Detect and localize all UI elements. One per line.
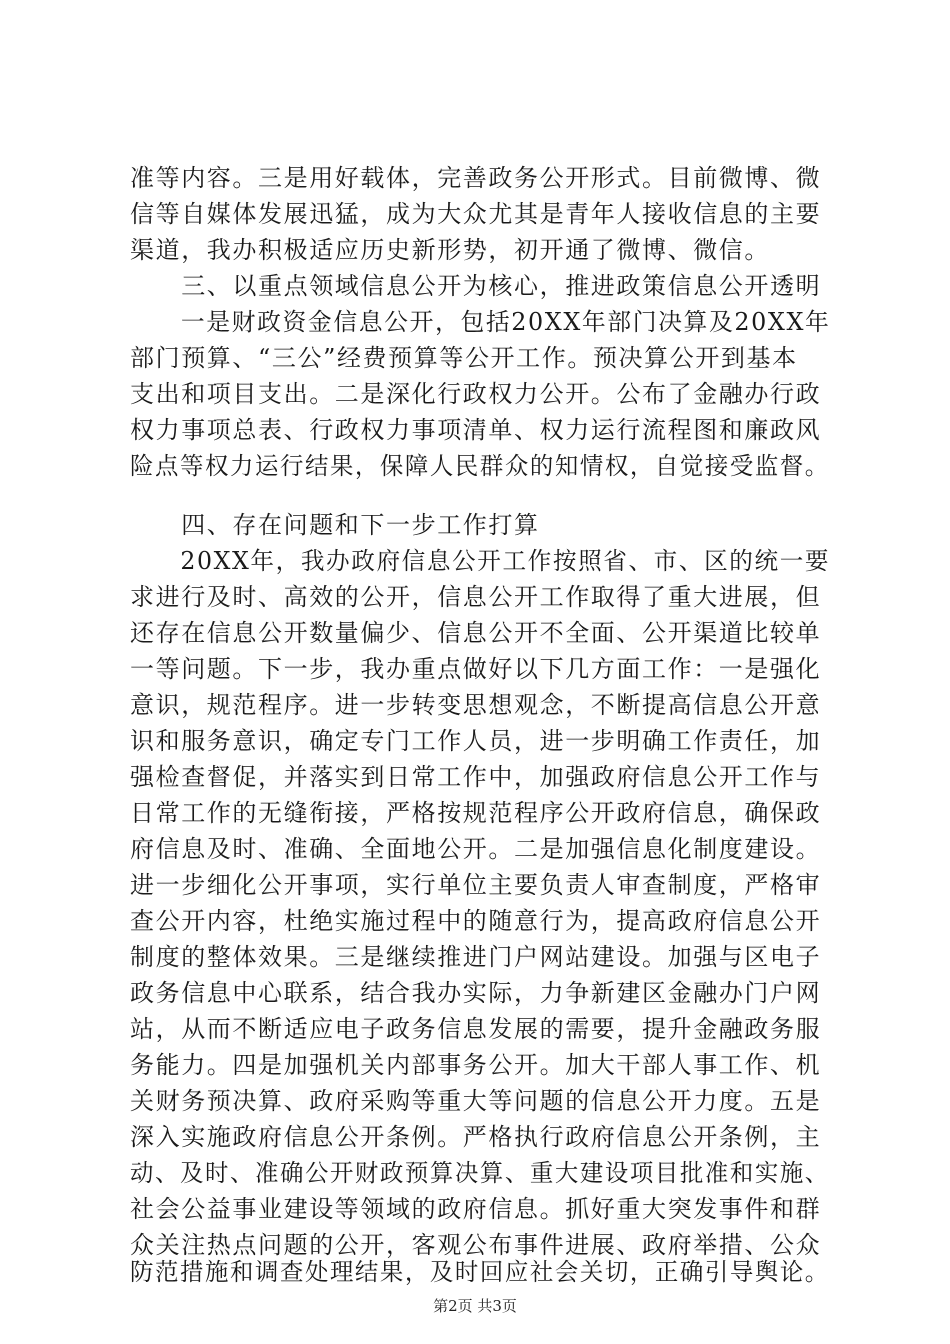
- text-line: 求进行及时、高效的公开，信息公开工作取得了重大进展，但: [130, 583, 822, 611]
- text-line: 政务信息中心联系，结合我办实际，力争新建区金融办门户网: [130, 979, 822, 1007]
- text-line: 务能力。四是加强机关内部事务公开。加大干部人事工作、机: [130, 1051, 822, 1079]
- text-line: 识和服务意识，确定专门工作人员，进一步明确工作责任，加: [130, 727, 822, 755]
- text-line: 还存在信息公开数量偏少、信息公开不全面、公开渠道比较单: [130, 619, 822, 647]
- text-line: 社会公益事业建设等领域的政府信息。抓好重大突发事件和群: [130, 1195, 822, 1223]
- text-line: 强检查督促，并落实到日常工作中，加强政府信息公开工作与: [130, 763, 822, 791]
- text-line: 查公开内容，杜绝实施过程中的随意行为，提高政府信息公开: [130, 907, 822, 935]
- text-line: 一是财政资金信息公开，包括20XX年部门决算及20XX年: [130, 308, 831, 336]
- text-line: 四、存在问题和下一步工作打算: [130, 511, 540, 539]
- text-line: 部门预算、“三公”经费预算等公开工作。预决算公开到基本: [130, 344, 798, 372]
- text-line: 信等自媒体发展迅猛，成为大众尤其是青年人接收信息的主要: [130, 200, 822, 228]
- text-line: 众关注热点问题的公开，客观公布事件进展、政府举措、公众: [130, 1231, 822, 1259]
- text-line: 制度的整体效果。三是继续推进门户网站建设。加强与区电子: [130, 943, 822, 971]
- text-line: 准等内容。三是用好载体，完善政务公开形式。目前微博、微: [130, 164, 822, 192]
- text-line: 动、及时、准确公开财政预算决算、重大建设项目批准和实施、: [130, 1159, 830, 1187]
- text-line: 支出和项目支出。二是深化行政权力公开。公布了金融办行政: [130, 380, 822, 408]
- text-line: 防范措施和调查处理结果，及时回应社会关切，正确引导舆论。: [130, 1258, 830, 1286]
- text-line: 日常工作的无缝衔接，严格按规范程序公开政府信息，确保政: [130, 799, 822, 827]
- text-line: 进一步细化公开事项，实行单位主要负责人审查制度，严格审: [130, 871, 822, 899]
- text-line: 险点等权力运行结果，保障人民群众的知情权，自觉接受监督。: [130, 452, 830, 480]
- text-line: 一等问题。下一步，我办重点做好以下几方面工作：一是强化: [130, 655, 822, 683]
- text-line: 权力事项总表、行政权力事项清单、权力运行流程图和廉政风: [130, 416, 822, 444]
- page-footer: 第2页 共3页: [433, 1297, 517, 1315]
- text-line: 20XX年，我办政府信息公开工作按照省、市、区的统一要: [130, 547, 831, 575]
- text-line: 关财务预决算、政府采购等重大等问题的信息公开力度。五是: [130, 1087, 822, 1115]
- text-line: 站，从而不断适应电子政务信息发展的需要，提升金融政务服: [130, 1015, 822, 1043]
- text-line: 府信息及时、准确、全面地公开。二是加强信息化制度建设。: [130, 835, 822, 863]
- text-line: 深入实施政府信息公开条例。严格执行政府信息公开条例，主: [130, 1123, 822, 1151]
- text-line: 意识，规范程序。进一步转变思想观念，不断提高信息公开意: [130, 691, 822, 719]
- text-line: 三、以重点领域信息公开为核心，推进政策信息公开透明: [130, 272, 822, 300]
- text-line: 渠道，我办积极适应历史新形势，初开通了微博、微信。: [130, 236, 770, 264]
